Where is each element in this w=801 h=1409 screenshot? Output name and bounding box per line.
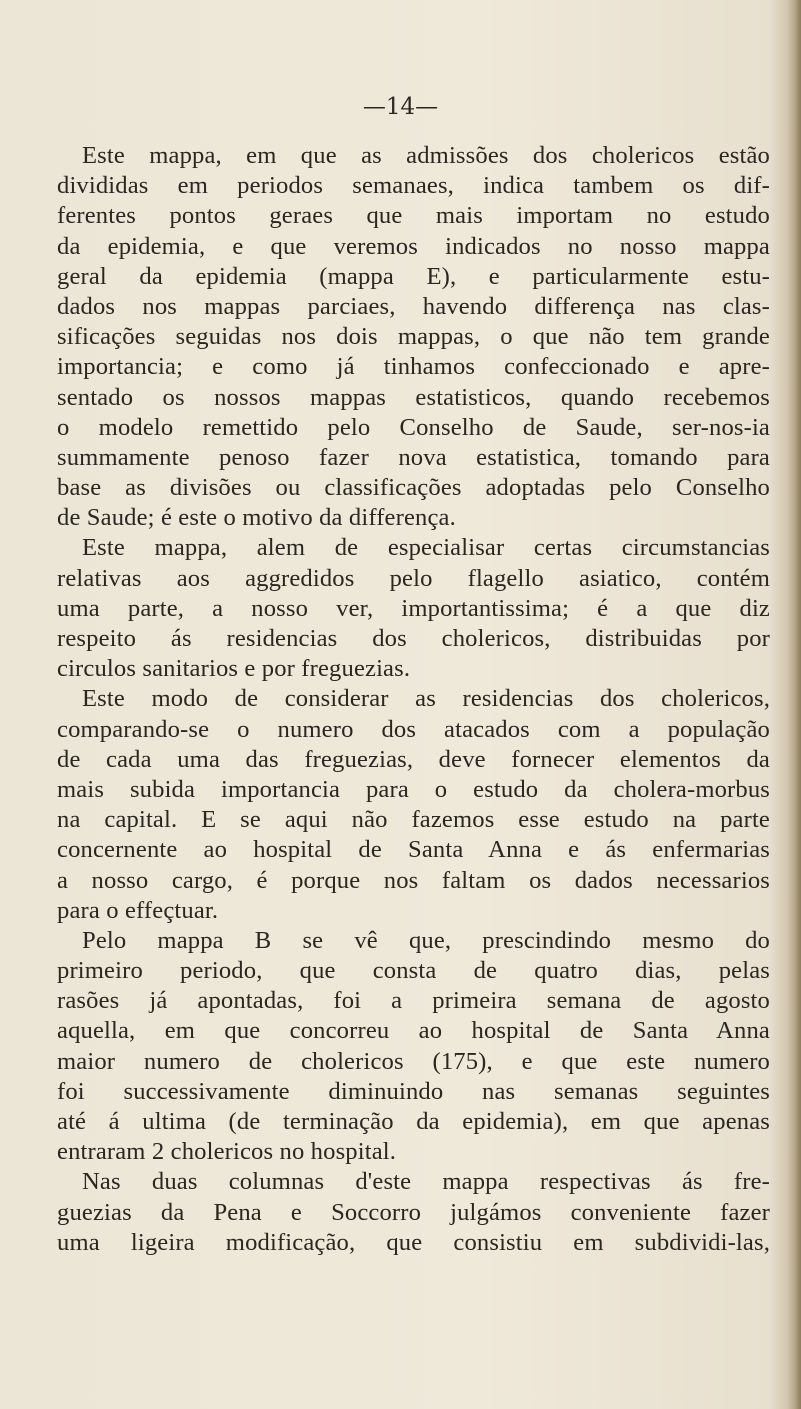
text-line: foi successivamente diminuindo nas semanas seguintes: [57, 1077, 770, 1105]
text-line: a nosso cargo, é porque nos faltam os dados necessarios: [57, 866, 770, 894]
text-line: summamente penoso fazer nova estatistica, tomando para: [57, 443, 770, 471]
text-line: mais subida importancia para o estudo da cholera-morbus: [57, 775, 770, 803]
text-line: da epidemia, e que veremos indicados no nosso mappa: [57, 232, 770, 260]
text-line: dados nos mappas parciaes, havendo differença nas clas-: [57, 292, 770, 320]
text-line: na capital. E se aqui não fazemos esse estudo na parte: [57, 806, 770, 834]
text-line: rasões já apontadas, foi a primeira semana de agosto: [57, 987, 770, 1015]
text-line: para o effeçtuar.: [57, 896, 219, 924]
text-line: comparando-se o numero dos atacados com a população: [57, 715, 770, 743]
text-line: o modelo remettido pelo Conselho de Saude, ser-nos-ia: [57, 413, 770, 441]
text-line: Pelo mappa B se vê que, prescindindo mesmo do: [82, 926, 770, 954]
text-line: sificações seguidas nos dois mappas, o que não tem grande: [57, 323, 770, 351]
text-line: sentado os nossos mappas estatisticos, quando recebemos: [57, 383, 770, 411]
text-line: divididas em periodos semanaes, indica tambem os dif-: [57, 172, 770, 200]
text-line: uma ligeira modificação, que consistiu em subdividi-las,: [57, 1228, 770, 1256]
text-line: maior numero de cholericos (175), e que este numero: [57, 1047, 770, 1075]
text-line: respeito ás residencias dos cholericos, distribuidas por: [57, 625, 770, 652]
text-line: Este mappa, em que as admissões dos cholericos estão: [82, 142, 770, 169]
text-line: base as divisões ou classificações adoptadas pelo Conselho: [57, 474, 770, 502]
page-number: —14—: [362, 94, 439, 120]
text-line: importancia; e como já tinhamos confeccionado e apre-: [57, 353, 770, 381]
text-line: relativas aos aggredidos pelo flagello asiatico, contém: [57, 564, 770, 592]
text-line: uma parte, a nosso ver, importantissima; é a que diz: [57, 594, 770, 622]
body-text: [57, 141, 770, 1258]
text-line: guezias da Pena e Soccorro julgámos conveniente fazer: [57, 1198, 770, 1226]
page-edge-shadow: [787, 0, 801, 1409]
text-line: primeiro periodo, que consta de quatro dias, pelas: [57, 957, 770, 985]
text-line: geral da epidemia (mappa E), e particularmente estu-: [57, 262, 770, 290]
text-line: Nas duas columnas d'este mappa respectivas ás fre-: [82, 1168, 770, 1196]
text-line: ferentes pontos geraes que mais importam no estudo: [57, 202, 770, 230]
text-line: até á ultima (de terminação da epidemia), em que apenas: [57, 1108, 770, 1135]
text-line: concernente ao hospital de Santa Anna e ás enfermarias: [57, 836, 770, 864]
text-line: Este mappa, alem de especialisar certas circumstancias: [82, 534, 770, 562]
text-line: de Saude; é este o motivo da differença.: [57, 504, 456, 532]
text-line: de cada uma das freguezias, deve fornecer elementos da: [57, 745, 770, 773]
text-line: circulos sanitarios e por freguezias.: [57, 655, 411, 683]
text-line: entraram 2 cholericos no hospital.: [57, 1138, 397, 1166]
text-line: aquella, em que concorreu ao hospital de Santa Anna: [57, 1017, 770, 1045]
text-line: Este modo de considerar as residencias dos cholericos,: [82, 685, 770, 713]
